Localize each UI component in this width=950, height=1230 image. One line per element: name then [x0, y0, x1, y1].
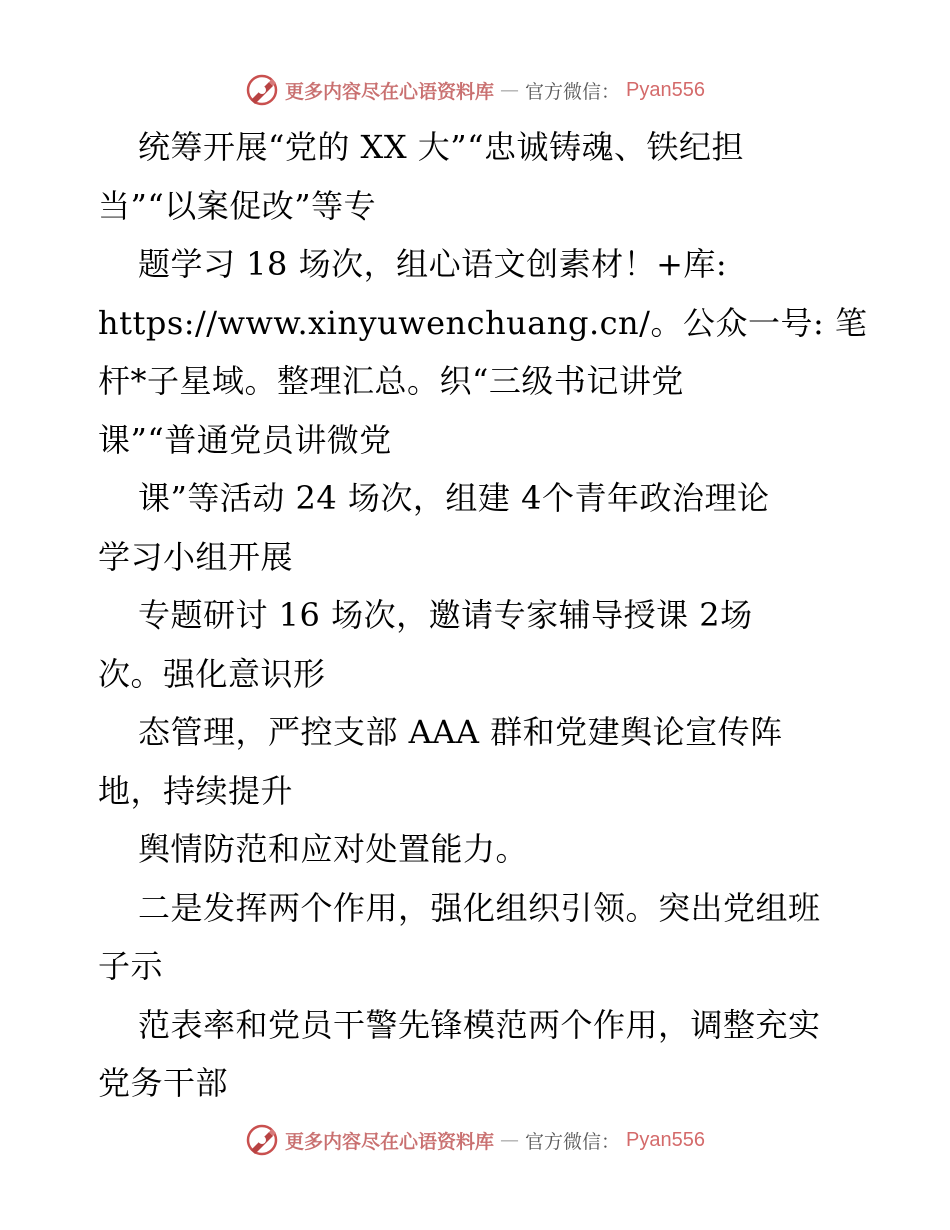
body-line: https://www.xinyuwenchuang.cn/。公众一号: 笔 [98, 303, 868, 342]
footer-dash: — [500, 1129, 520, 1151]
body-line: 次。强化意识形 [98, 654, 326, 693]
body-line: 当”“以案促改”等专 [98, 186, 377, 225]
document-body [98, 118, 918, 1113]
header-dash: — [500, 79, 520, 101]
footer-wechat-id: Pyan556 [626, 1128, 705, 1151]
footer-brand-text: 更多内容尽在心语资料库 [285, 1130, 495, 1153]
footer-banner [0, 1120, 950, 1160]
body-line: 杆*子星域。整理汇总。织“三级书记讲党 [98, 362, 684, 400]
pen-logo-icon [245, 73, 279, 107]
body-line: 课”等活动 24 场次，组建 4个青年政治理论 [138, 479, 770, 517]
header-wechat-label: 官方微信： [525, 80, 621, 103]
pen-logo-icon [245, 1123, 279, 1157]
header-wechat-id: Pyan556 [626, 78, 705, 101]
body-line: 题学习 18 场次，组心语文创素材！+库: [138, 245, 728, 283]
header-brand-text: 更多内容尽在心语资料库 [285, 80, 495, 103]
body-line: 二是发挥两个作用，强化组织引领。突出党组班 [138, 888, 821, 927]
body-line: 学习小组开展 [98, 537, 294, 576]
body-line: 子示 [98, 947, 164, 985]
body-line: 舆情防范和应对处置能力。 [138, 830, 529, 868]
body-line: 范表率和党员干警先锋模范两个作用，调整充实 [138, 1005, 821, 1044]
body-line: 态管理，严控支部 AAA 群和党建舆论宣传阵 [138, 713, 783, 751]
body-line: 地，持续提升 [98, 771, 294, 810]
body-line: 课”“普通党员讲微党 [98, 420, 392, 459]
header-banner [0, 70, 950, 110]
footer-wechat-label: 官方微信： [525, 1130, 621, 1153]
body-line: 党务干部 [98, 1064, 229, 1102]
body-line: 专题研讨 16 场次，邀请专家辅导授课 2场 [138, 596, 753, 634]
body-line: 统筹开展“党的 XX 大”“忠诚铸魂、铁纪担 [138, 128, 744, 166]
